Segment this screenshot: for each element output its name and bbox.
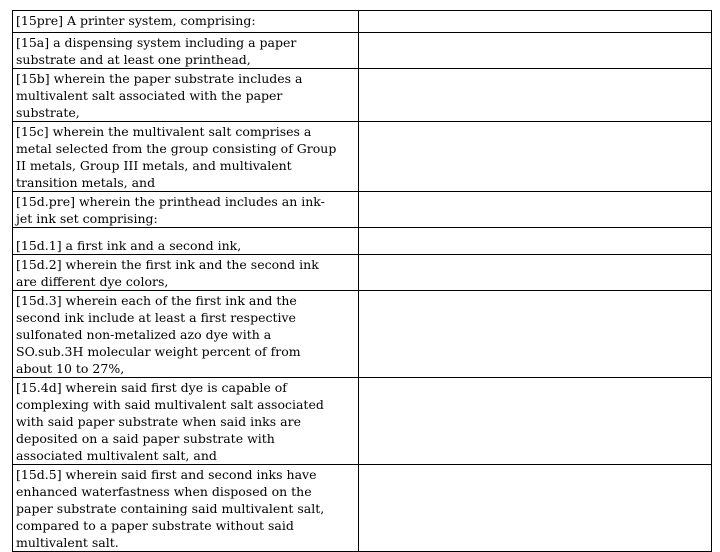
claim-element-cell: [15d.pre] wherein the printhead includes an ink- jet ink set comprising: (13, 192, 359, 228)
notes-cell (359, 291, 712, 378)
table-row (13, 192, 712, 228)
table-row (13, 255, 712, 291)
claim-element-cell: [15c] wherein the multivalent salt comprises a metal selected from the group consisting of Group II metals, Group III metals, and multivalent transition metals, and (13, 122, 359, 192)
notes-cell (359, 69, 712, 122)
table-row (13, 228, 712, 255)
table-row (13, 465, 712, 552)
claim-chart-table (12, 10, 712, 552)
notes-cell (359, 378, 712, 465)
table-row (13, 378, 712, 465)
table-row (13, 33, 712, 69)
claim-element-cell: [15d.2] wherein the first ink and the second ink are different dye colors, (13, 255, 359, 291)
notes-cell (359, 192, 712, 228)
claim-element-cell: [15a] a dispensing system including a paper substrate and at least one printhead, (13, 33, 359, 69)
claim-element-cell: [15d.1] a first ink and a second ink, (13, 228, 359, 255)
claim-element-cell: [15.4d] wherein said first dye is capable of complexing with said multivalent salt associated with said paper substrate when said inks are deposited on a said paper substrate with associated multivalent salt, and (13, 378, 359, 465)
table-row (13, 291, 712, 378)
table-row (13, 69, 712, 122)
table-row (13, 11, 712, 33)
claim-element-cell: [15pre] A printer system, comprising: (13, 11, 359, 33)
notes-cell (359, 33, 712, 69)
notes-cell (359, 465, 712, 552)
notes-cell (359, 122, 712, 192)
claim-element-cell: [15d.5] wherein said first and second inks have enhanced waterfastness when disposed on the paper substrate containing said multivalent salt, compared to a paper substrate without said multivalent salt. (13, 465, 359, 552)
claim-element-cell: [15d.3] wherein each of the first ink and the second ink include at least a first respective sulfonated non-metalized azo dye with a SO.sub.3H molecular weight percent of from about 10 to 27%, (13, 291, 359, 378)
table-row (13, 122, 712, 192)
notes-cell (359, 228, 712, 255)
notes-cell (359, 255, 712, 291)
claim-element-cell: [15b] wherein the paper substrate includes a multivalent salt associated with the paper substrate, (13, 69, 359, 122)
notes-cell (359, 11, 712, 33)
